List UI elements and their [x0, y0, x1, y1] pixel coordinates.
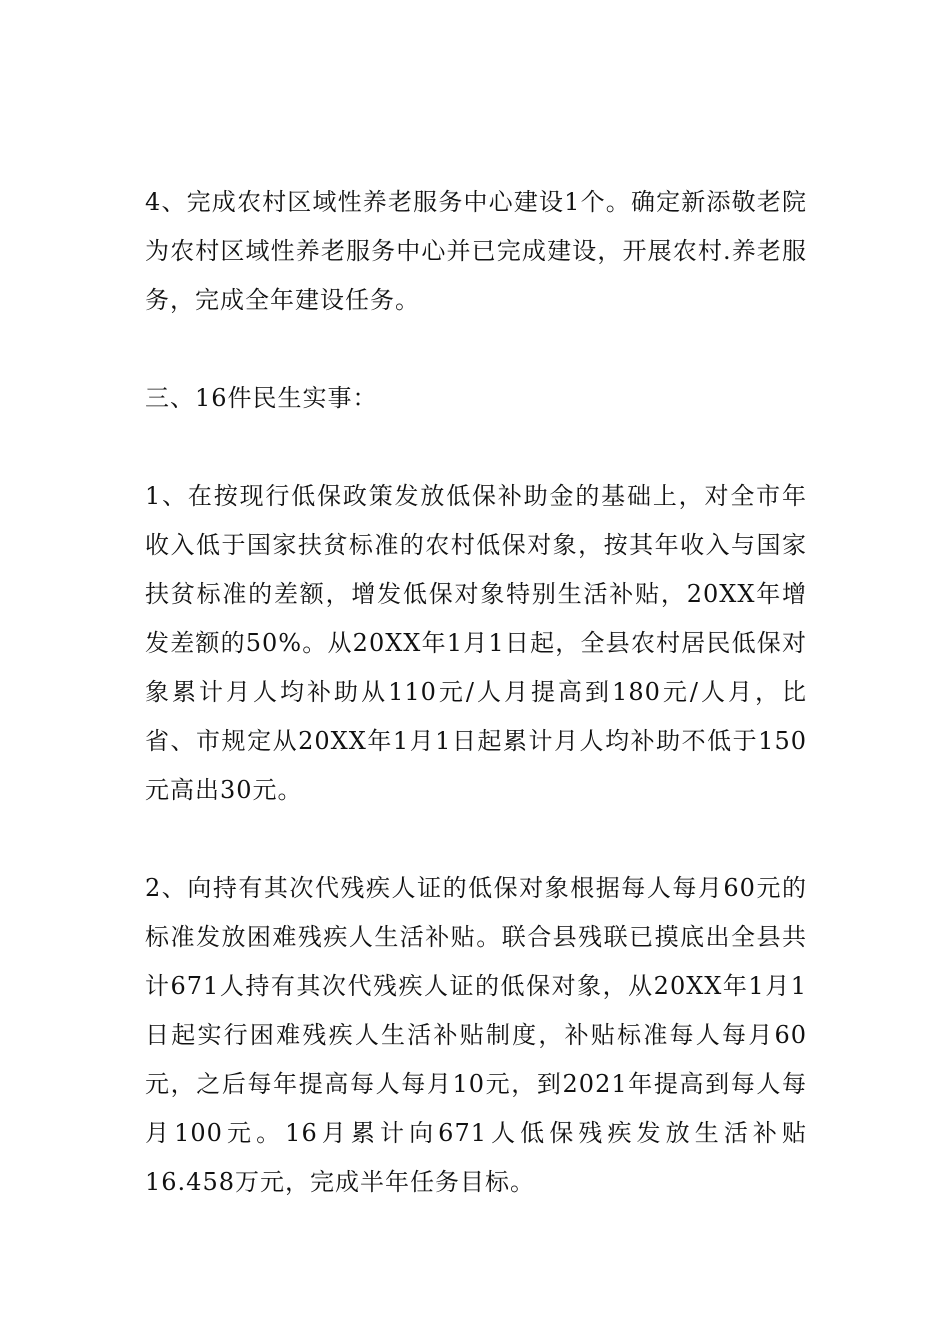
paragraph-gap: [145, 325, 807, 374]
paragraph-nursing-center: 4、完成农村区域性养老服务中心建设1个。确定新添敬老院为农村区域性养老服务中心并已完成建设，开展农村.养老服务，完成全年建设任务。: [145, 188, 807, 314]
paragraph-gap: [145, 423, 807, 472]
section-heading-livelihood: 三、16件民生实事：: [145, 384, 378, 412]
paragraph-gap: [145, 815, 807, 864]
document-body: [145, 178, 807, 1207]
paragraph-subsistence-allowance: 1、在按现行低保政策发放低保补助金的基础上，对全市年收入低于国家扶贫标准的农村低保对象，按其年收入与国家扶贫标准的差额，增发低保对象特别生活补贴，20XX年增发差额的50%。从20XX年1月1日起，全县农村居民低保对象累计月人均补助从110元/人月提高到180元/人月，比省、市规定从20XX年1月1日起累计月人均补助不低于150元高出30元。: [145, 482, 807, 804]
paragraph-disability-subsidy: 2、向持有其次代残疾人证的低保对象根据每人每月60元的标准发放困难残疾人生活补贴。联合县残联已摸底出全县共计671人持有其次代残疾人证的低保对象，从20XX年1月1日起实行困难残疾人生活补贴制度，补贴标准每人每月60元，之后每年提高每人每月10元，到2021年提高到每人每月100元。16月累计向671人低保残疾发放生活补贴16.458万元，完成半年任务目标。: [145, 874, 807, 1196]
